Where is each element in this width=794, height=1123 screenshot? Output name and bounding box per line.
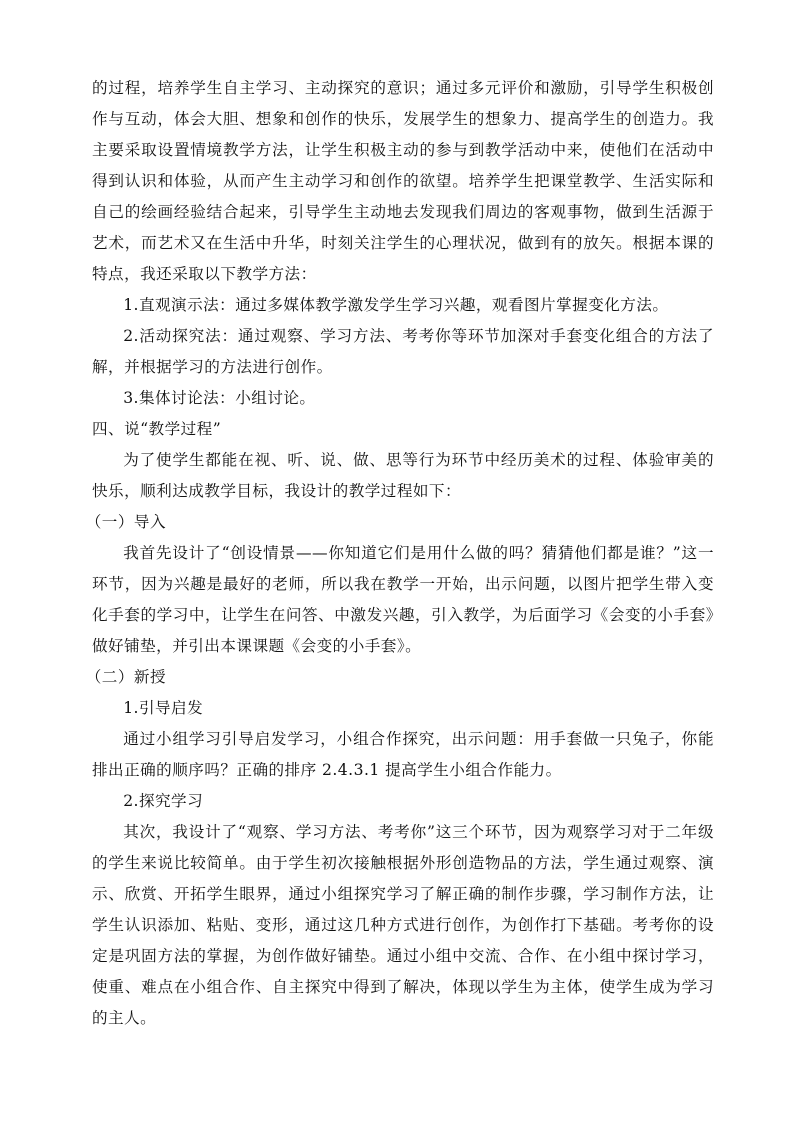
paragraph-teaching-methods-intro: 的过程，培养学生自主学习、主动探究的意识；通过多元评价和激励，引导学生积极创作与互动，体会大胆、想象和创作的快乐，发展学生的想象力、提高学生的创造力。我主要采取设置情境教学方法，让学生积极主动的参与到教学活动中来，使他们在活动中得到认识和体验，从而产生主动学习和创作的欲望。培养学生把课堂教学、生活实际和自己的绘画经验结合起来，引导学生主动地去发现我们周边的客观事物，做到生活源于艺术，而艺术又在生活中升华，时刻关注学生的心理状况，做到有的放矢。根据本课的特点，我还采取以下教学方法： — [92, 79, 714, 283]
paragraph-method-2: 2.活动探究法：通过观察、学习方法、考考你等环节加深对手套变化组合的方法了解，并根据学习的方法进行创作。 — [92, 327, 714, 376]
subheading-new-lesson: （二）新授 — [85, 668, 166, 686]
paragraph-process-intro: 为了使学生都能在视、听、说、做、思等行为环节中经历美术的过程、体验审美的快乐，顺利达成教学目标，我设计的教学过程如下： — [92, 451, 714, 500]
section-heading-teaching-process: 四、说“教学过程” — [92, 420, 222, 438]
subheading-introduction: （一）导入 — [85, 513, 166, 531]
paragraph-method-3: 3.集体讨论法：小组讨论。 — [123, 389, 316, 407]
subheading-guided-inspiration: 1.引导启发 — [123, 699, 204, 717]
subheading-exploratory-learning: 2.探究学习 — [123, 792, 204, 810]
paragraph-guided-inspiration: 通过小组学习引导启发学习，小组合作探究，出示问题：用手套做一只兔子，你能排出正确的顺序吗？正确的排序 2.4.3.1 提高学生小组合作能力。 — [92, 730, 714, 779]
paragraph-method-1: 1.直观演示法：通过多媒体教学激发学生学习兴趣，观看图片掌握变化方法。 — [123, 296, 669, 314]
document-body — [85, 73, 714, 1034]
paragraph-exploratory-learning: 其次，我设计了“观察、学习方法、考考你”这三个环节，因为观察学习对于二年级的学生来说比较简单。由于学生初次接触根据外形创造物品的方法，学生通过观察、演示、欣赏、开拓学生眼界，通过小组探究学习了解正确的制作步骤，学习制作方法，让学生认识添加、粘贴、变形，通过这几种方式进行创作，为创作打下基础。考考你的设定是巩固方法的掌握，为创作做好铺垫。通过小组中交流、合作、在小组中探讨学习，使重、难点在小组合作、自主探究中得到了解决，体现以学生为主体，使学生成为学习的主人。 — [92, 823, 714, 1027]
paragraph-introduction: 我首先设计了“创设情景——你知道它们是用什么做的吗？猜猜他们都是谁？”这一环节，因为兴趣是最好的老师，所以我在教学一开始，出示问题，以图片把学生带入变化手套的学习中，让学生在问答、中激发兴趣，引入教学，为后面学习《会变的小手套》做好铺垫，并引出本课课题《会变的小手套》。 — [92, 544, 714, 655]
